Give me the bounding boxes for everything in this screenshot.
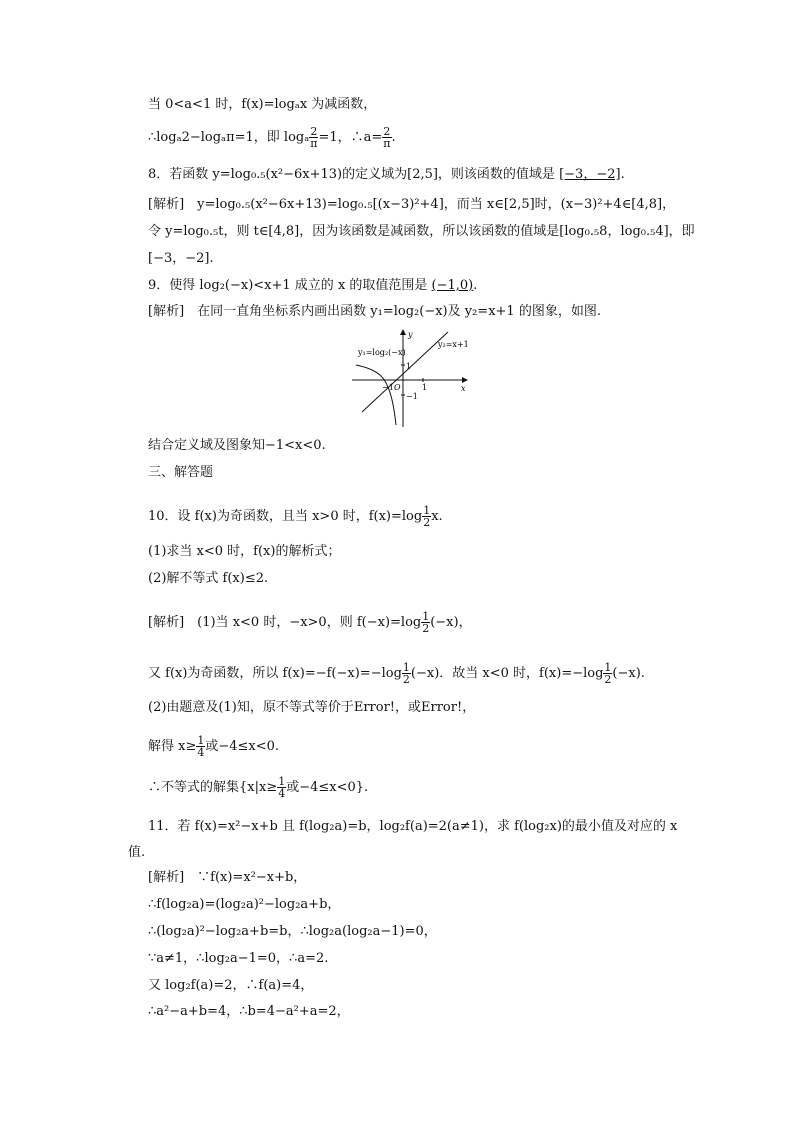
text-line: (2)由题意及(1)知，原不等式等价于Error!，或Error!， — [148, 700, 476, 715]
tick-label-yneg1: −1 — [406, 392, 418, 401]
numerator: 2 — [310, 125, 318, 138]
numerator: 1 — [197, 734, 205, 747]
text-segment: [解析] (1)当 x<0 时，−x>0，则 f(−x)=log — [148, 615, 422, 630]
text-segment: 10．设 f(x)为奇函数，且当 x>0 时，f(x)=log — [148, 509, 423, 524]
numerator: 1 — [604, 661, 612, 674]
text-segment: (−x)．故当 x<0 时，f(x)=−log — [410, 666, 604, 681]
text-segment: . — [473, 278, 478, 293]
fraction — [277, 776, 286, 799]
text-line — [148, 735, 279, 758]
text-line: 结合定义域及图象知−1<x<0. — [148, 438, 326, 453]
text-line — [148, 126, 396, 149]
text-segment: 或−4≤x<0}. — [286, 780, 369, 795]
y-axis-label: y — [408, 330, 413, 339]
text-segment: 又 f(x)为奇函数，所以 f(x)=−f(−x)=−log — [148, 666, 402, 681]
denominator: 4 — [197, 746, 205, 759]
question-11: 11．若 f(x)=x²−x+b 且 f(log₂a)=b，log₂f(a)=2(a≠1)，求 f(log₂x)的最小值及对应的 x — [148, 819, 678, 834]
text-line: 又 log₂f(a)=2，∴f(a)=4， — [148, 978, 314, 993]
text-segment: (−x)， — [430, 615, 472, 630]
text-line: (2)解不等式 f(x)≤2. — [148, 571, 269, 586]
text-line — [148, 611, 472, 634]
text-line: [−3，−2]. — [148, 251, 214, 266]
text-segment: ∴不等式的解集{x|x≥ — [148, 780, 278, 795]
x-axis-arrow — [462, 377, 468, 383]
x-axis-label: x — [461, 384, 466, 393]
numerator: 1 — [402, 661, 410, 674]
text-segment: (−x). — [612, 666, 645, 681]
numerator: 1 — [423, 504, 431, 517]
text-segment: =1，∴a= — [318, 130, 383, 145]
text-line: [解析] y=log₀.₅(x²−6x+13)=log₀.₅[(x−3)²+4]，而当 x∈[2,5]时，(x−3)²+4∈[4,8]， — [148, 197, 676, 212]
fraction — [402, 662, 411, 685]
text-segment: . — [620, 167, 625, 182]
tick-label-x1: 1 — [422, 383, 428, 392]
section-heading: 三、解答题 — [148, 465, 214, 480]
denominator: 2 — [402, 673, 410, 686]
numerator: 1 — [422, 610, 430, 623]
text-line: ∵a≠1，∴log₂a−1=0，∴a=2. — [148, 951, 329, 966]
curve-y1 — [356, 365, 396, 425]
text-segment: 8．若函数 y=log₀.₅(x²−6x+13)的定义域为[2,5]，则该函数的值域是 — [148, 167, 555, 182]
text-line: (1)求当 x<0 时，f(x)的解析式； — [148, 544, 341, 559]
denominator: 2 — [422, 622, 430, 635]
y-axis-arrow — [400, 329, 406, 335]
text-segment: . — [391, 130, 396, 145]
text-line: ∴(log₂a)²−log₂a+b=b，∴log₂a(log₂a−1)=0， — [148, 924, 437, 939]
answer-blank: (−1,0) — [431, 278, 474, 293]
fraction — [196, 735, 205, 758]
answer-blank: [−3，−2] — [559, 167, 621, 182]
fraction — [382, 126, 391, 149]
numerator: 2 — [383, 125, 391, 138]
denominator: π — [310, 137, 318, 150]
text-line: [解析] 在同一直角坐标系内画出函数 y₁=log₂(−x)及 y₂=x+1 的图象，如图. — [148, 304, 601, 319]
denominator: 2 — [604, 673, 612, 686]
text-segment: 9．使得 log₂(−x)<x+1 成立的 x 的取值范围是 — [148, 278, 428, 293]
text-line: ∴f(log₂a)=(log₂a)²−log₂a+b， — [148, 897, 341, 912]
numerator: 1 — [278, 775, 286, 788]
denominator: π — [383, 137, 391, 150]
fraction — [422, 505, 431, 528]
text-segment: x. — [431, 509, 443, 524]
question-10 — [148, 505, 443, 528]
fraction — [421, 611, 430, 634]
denominator: 4 — [278, 787, 286, 800]
label-y1: y₁=log₂(−x) — [358, 348, 406, 357]
question-8 — [148, 167, 625, 183]
text-segment: 解得 x≥ — [148, 739, 197, 754]
text-line: ∴a²−a+b=4，∴b=4−a²+a=2， — [148, 1004, 350, 1019]
tick-label-xneg1: −1 — [382, 383, 394, 392]
text-line — [148, 776, 368, 799]
function-graph — [350, 327, 474, 429]
text-line: 值. — [128, 845, 146, 860]
text-line: [解析] ∵f(x)=x²−x+b， — [148, 870, 307, 885]
label-y2: y₂=x+1 — [438, 340, 469, 349]
question-9 — [148, 278, 477, 294]
denominator: 2 — [423, 516, 431, 529]
text-segment: ∴logₐ2−logₐπ=1，即 logₐ — [148, 130, 310, 145]
tick-label-y1: 1 — [406, 362, 412, 371]
text-line — [148, 662, 645, 685]
text-line: 当 0<a<1 时，f(x)=logₐx 为减函数， — [148, 97, 377, 112]
text-line: 令 y=log₀.₅t，则 t∈[4,8]，因为该函数是减函数，所以该函数的值域是[log₀.₅8，log₀.₅4]，即 — [148, 224, 695, 239]
origin-label: O — [394, 383, 401, 392]
text-segment: 或−4≤x<0. — [205, 739, 280, 754]
